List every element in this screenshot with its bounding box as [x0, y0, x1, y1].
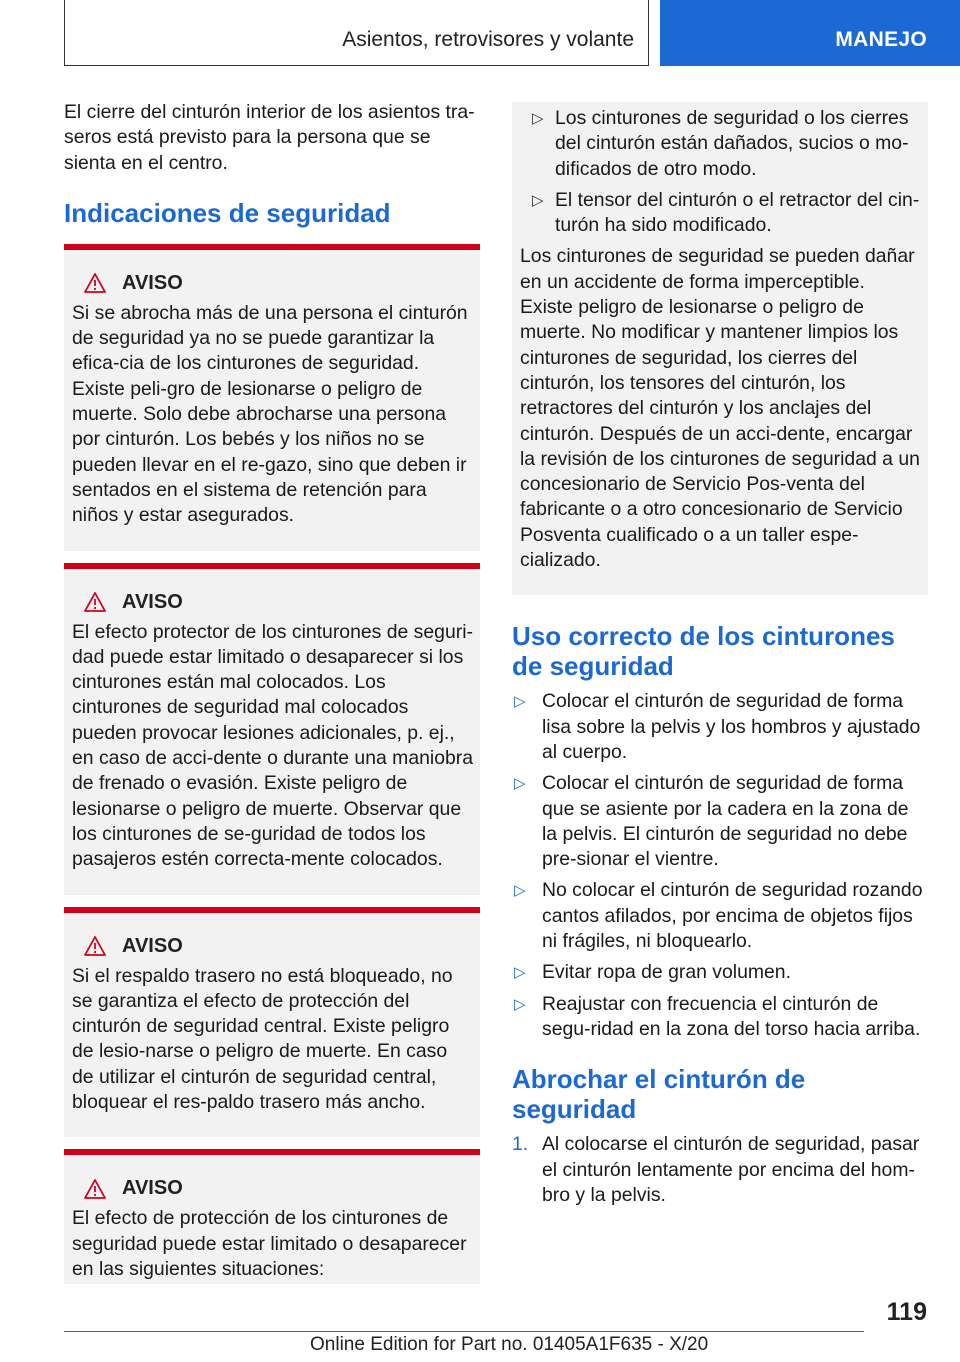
warning-label: AVISO: [122, 271, 183, 294]
list-item: ▷ Los cinturones de seguridad o los cierres del cinturón están dañados, sucios o mo-dificados de otro modo.: [532, 107, 909, 180]
warning-text: Si el respaldo trasero no está bloqueado, no se garantiza el efecto de protección del cinturón de seguridad central. Existe peligro de lesio-narse o peligro de muerte. En caso de utilizar el cinturón de seguridad central, bloquear el res-paldo trasero más ancho.: [72, 964, 453, 1114]
list-item: ▷ Colocar el cinturón de seguridad de forma que se asiente por la cadera en la zona de la pelvis. El cinturón de seguridad no debe pre-sionar el vientre.: [514, 772, 909, 871]
warning-text: El efecto protector de los cinturones de seguri-dad puede estar limitado o desaparecer si los cinturones están mal colocados. Los cinturones de seguridad mal colocados pueden provocar lesiones adicionales, p. ej., en caso de acci-dente o durante una maniobra de frenado o evasión. Existe peligro de lesionarse o peligro de muerte. Observar que los cinturones de se-guridad de todos los pasajeros estén correcta-mente colocados.: [72, 620, 474, 871]
triangle-right-icon: ▷: [514, 964, 526, 982]
triangle-right-icon: ▷: [514, 882, 526, 900]
right-column: [512, 102, 928, 1214]
fasten-steps: [512, 1132, 928, 1208]
triangle-right-icon: ▷: [514, 995, 526, 1013]
chapter-title: Asientos, retrovisores y volante: [342, 28, 634, 51]
triangle-right-icon: ▷: [514, 775, 526, 793]
warning-box: [64, 563, 480, 895]
triangle-right-icon: ▷: [532, 110, 544, 127]
left-column: [64, 100, 480, 1284]
section-tab: [660, 0, 960, 66]
heading-safety: Indicaciones de seguridad: [64, 197, 391, 228]
warning-triangle-icon: [84, 936, 106, 956]
chapter-tab: [64, 0, 649, 66]
warning-triangle-icon: [84, 1179, 106, 1199]
footer-edition: Online Edition for Part no. 01405A1F635 - X/20: [310, 1334, 709, 1355]
list-item: ▷ Reajustar con frecuencia el cinturón de segu-ridad en la zona del torso hacia arriba.: [514, 992, 921, 1040]
warning-text: Si se abrocha más de una persona el cinturón de seguridad ya no se puede garantizar la efica-cia de los cinturones de seguridad. Existe peli-gro de lesionarse o peligro de muerte. Solo debe abrocharse una persona por cinturón. Los bebés y los niños no se pueden llevar en el re-gazo, sino que deben ir sentados en el sistema de retención para niños y estar asegurados.: [72, 301, 468, 527]
warning-label: AVISO: [122, 1177, 183, 1200]
page-number: 119: [886, 1298, 927, 1326]
heading-correct-use: Uso correcto de los cinturones de seguridad: [512, 621, 895, 682]
heading-fasten: Abrochar el cinturón de seguridad: [512, 1064, 806, 1125]
warning-label: AVISO: [122, 590, 183, 613]
warning-label: AVISO: [122, 934, 183, 957]
triangle-right-icon: ▷: [514, 693, 526, 711]
warning-triangle-icon: [84, 273, 106, 293]
list-item: ▷ El tensor del cinturón o el retractor del cin-turón ha sido modificado.: [532, 188, 920, 237]
warning-continuation: [512, 102, 928, 595]
warning-box: [64, 1149, 480, 1284]
warning-text: El efecto de protección de los cinturones de seguridad puede estar limitado o desaparecer en las siguientes situaciones:: [72, 1207, 467, 1280]
section-title: MANEJO: [835, 28, 927, 51]
warning-text: Los cinturones de seguridad se pueden dañar en un accidente de forma imperceptible. Existe peligro de lesionarse o peligro de muerte. No modificar y mantener limpios los cinturones de seguridad, los cierres del cinturón, los tensores del cinturón, los retractores del cinturón y los anclajes del cinturón. Después de un acci-dente, encargar la revisión de los cinturones de seguridad a un concesionario de Servicio Pos-venta del fabricante o a otro concesionario de Servicio Posventa cualificado o a un taller espe-cializado.: [520, 245, 920, 572]
footer-divider: [64, 1331, 864, 1332]
list-item: ▷ Colocar el cinturón de seguridad de forma lisa sobre la pelvis y los hombros y ajustado al cuerpo.: [514, 690, 921, 763]
step-number: 1.: [512, 1133, 529, 1156]
triangle-right-icon: ▷: [532, 191, 544, 209]
step-item: 1. Al colocarse el cinturón de seguridad, pasar el cinturón lentamente por encima del hom-bro y la pelvis.: [512, 1133, 920, 1206]
warning-box: [64, 244, 480, 551]
warning-triangle-icon: [84, 592, 106, 612]
correct-use-list: [512, 689, 928, 1042]
warning-box: [64, 907, 480, 1138]
page-header: [0, 0, 960, 66]
list-item: ▷ No colocar el cinturón de seguridad rozando cantos afilados, por encima de objetos fijos ni frágiles, ni bloquearlo.: [514, 879, 923, 953]
list-item: ▷ Evitar ropa de gran volumen.: [512, 960, 928, 985]
intro-paragraph: El cierre del cinturón interior de los asientos tra-seros está previsto para la persona que se sienta en el centro.: [64, 101, 475, 174]
